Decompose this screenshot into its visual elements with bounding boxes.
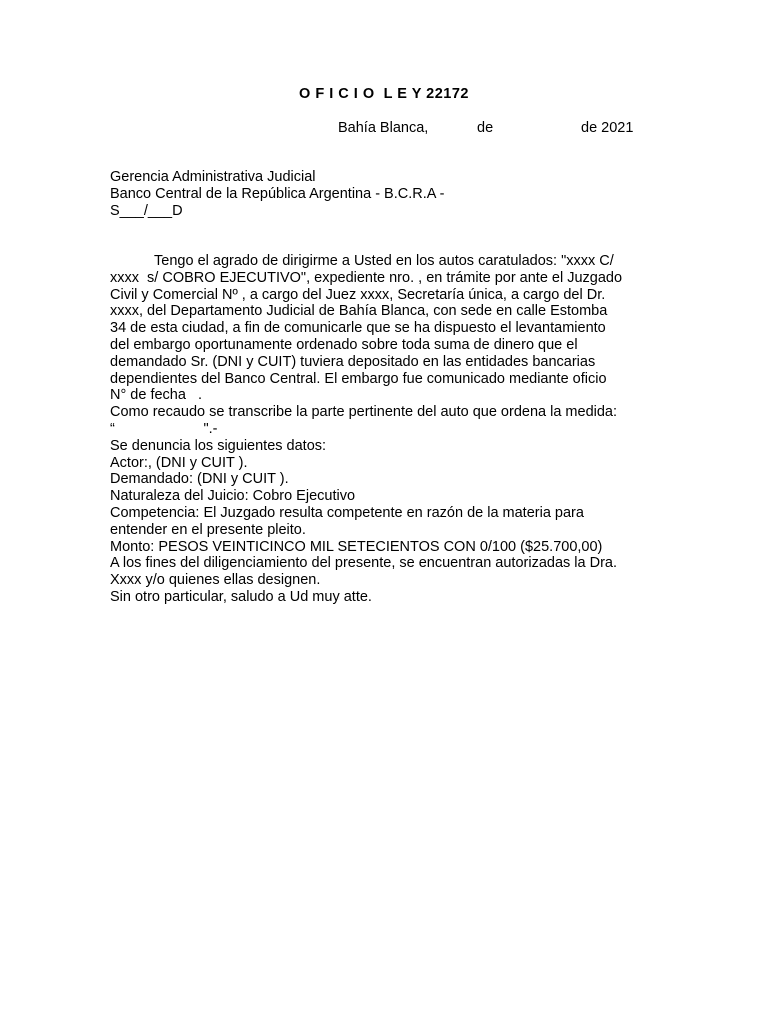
body-line: Civil y Comercial Nº , a cargo del Juez xxxx, Secretaría única, a cargo del Dr. bbox=[110, 286, 606, 303]
body-line: Xxxx y/o quienes ellas designen. bbox=[110, 572, 321, 589]
body-line: dependientes del Banco Central. El embargo fue comunicado mediante oficio bbox=[110, 370, 607, 387]
body-line: Monto: PESOS VEINTICINCO MIL SETECIENTOS CON 0/100 ($25.700,00) bbox=[110, 538, 603, 555]
body-line: del embargo oportunamente ordenado sobre toda suma de dinero que el bbox=[110, 336, 578, 353]
body-line: entender en el presente pleito. bbox=[110, 521, 306, 538]
body-line: Se denuncia los siguientes datos: bbox=[110, 437, 327, 454]
body-line: Tengo el agrado de dirigirme a Usted en los autos caratulados: "xxxx C/ bbox=[110, 253, 614, 269]
date-year: de 2021 bbox=[581, 120, 634, 136]
body-line: Como recaudo se transcribe la parte pertinente del auto que ordena la medida: bbox=[110, 404, 618, 421]
recipient-line-1: Gerencia Administrativa Judicial bbox=[110, 169, 316, 185]
body-line: Demandado: (DNI y CUIT ). bbox=[110, 471, 289, 488]
body-line: Sin otro particular, saludo a Ud muy atte. bbox=[110, 588, 372, 605]
body-line: xxxx, del Departamento Judicial de Bahía Blanca, con sede en calle Estomba bbox=[110, 303, 608, 320]
body-line: Naturaleza del Juicio: Cobro Ejecutivo bbox=[110, 488, 356, 505]
body-line: xxxx s/ COBRO EJECUTIVO", expediente nro. , en trámite por ante el Juzgado bbox=[110, 269, 623, 286]
body-line: Competencia: El Juzgado resulta competente en razón de la materia para bbox=[110, 504, 584, 521]
recipient-block bbox=[110, 169, 444, 220]
date-line bbox=[0, 118, 768, 138]
date-city: Bahía Blanca, bbox=[338, 120, 429, 136]
recipient-line-3: S___/___D bbox=[110, 203, 183, 219]
body-line: 34 de esta ciudad, a fin de comunicarle que se ha dispuesto el levantamiento bbox=[110, 320, 606, 337]
body-line: Actor:, (DNI y CUIT ). bbox=[110, 454, 248, 471]
body-line: A los fines del diligenciamiento del presente, se encuentran autorizadas la Dra. bbox=[110, 555, 617, 572]
body-line: demandado Sr. (DNI y CUIT) tuviera depositado en las entidades bancarias bbox=[110, 353, 596, 370]
date-de: de bbox=[477, 120, 494, 136]
document-title: O F I C I O L E Y 22172 bbox=[299, 86, 469, 102]
body-line: “ ".- bbox=[110, 420, 218, 437]
recipient-line-2: Banco Central de la República Argentina - B.C.R.A - bbox=[110, 186, 445, 202]
body-line: N° de fecha . bbox=[110, 387, 203, 404]
letter-body bbox=[110, 253, 670, 606]
